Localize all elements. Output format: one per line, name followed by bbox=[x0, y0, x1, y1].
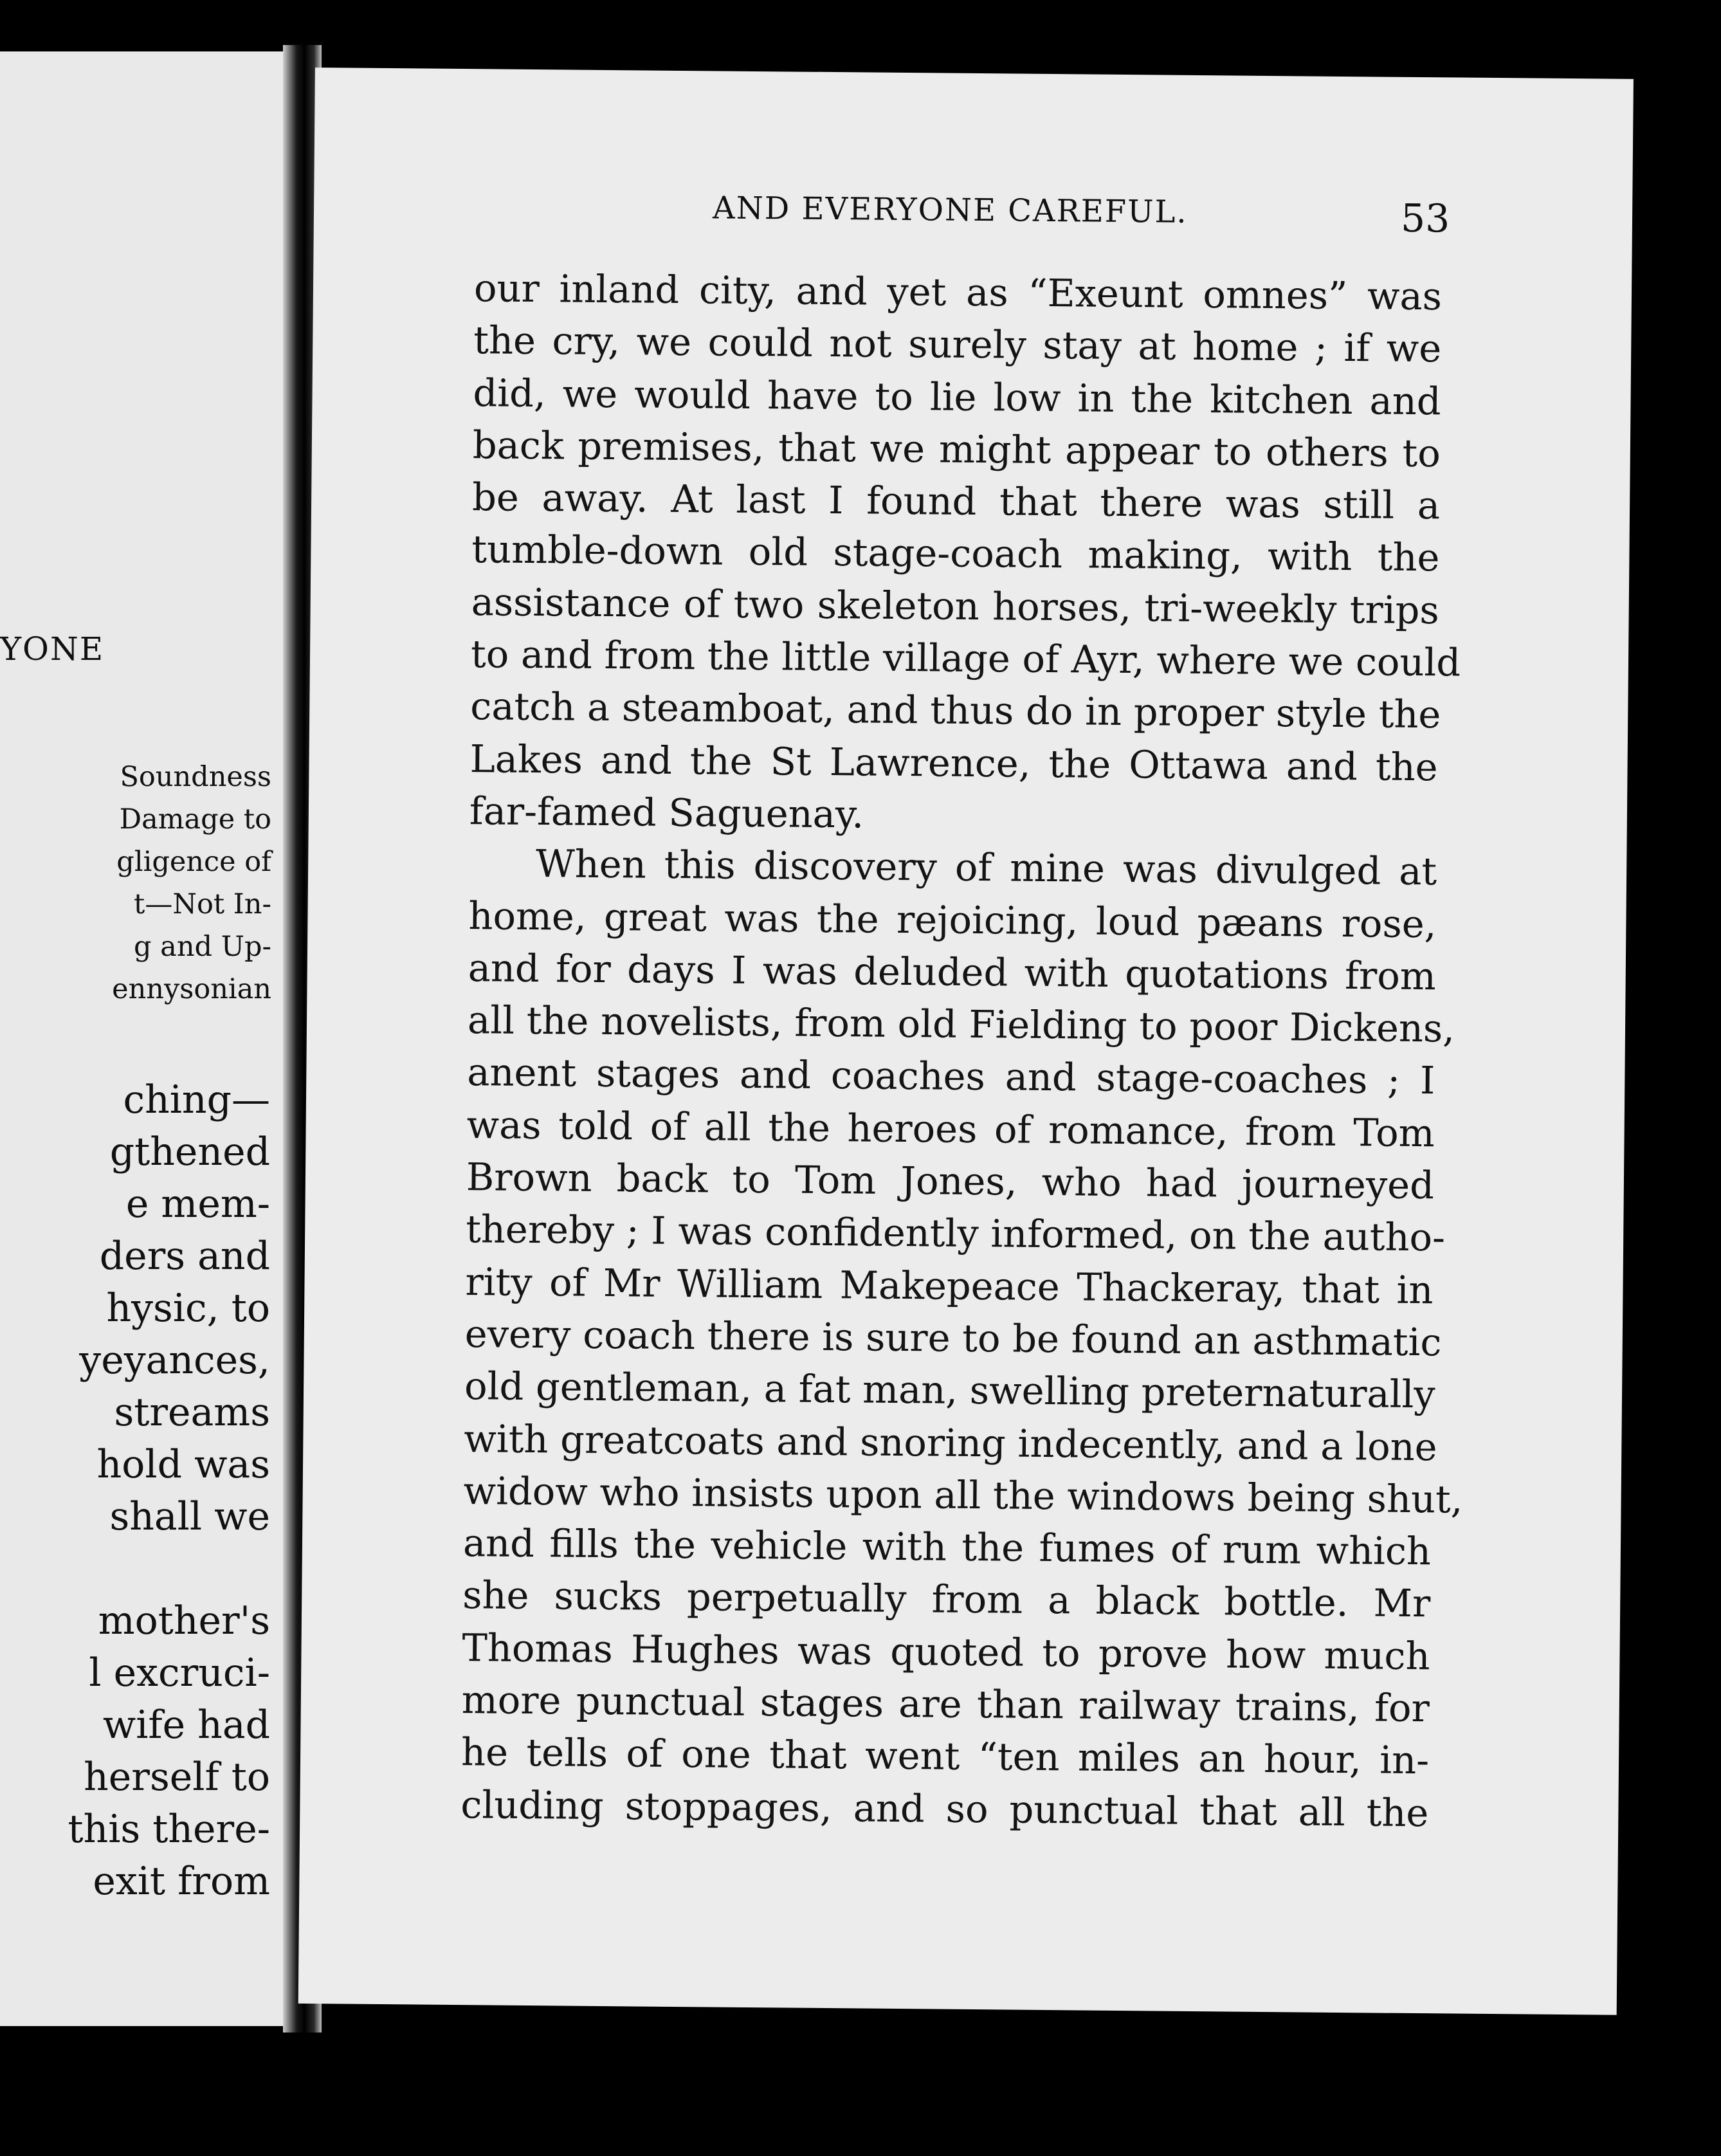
left-text-line: hysic, to bbox=[106, 1286, 270, 1331]
text-line: When this discovery of mine was divulged at bbox=[535, 841, 1437, 894]
text-line: tumble-down old stage-coach making, with the bbox=[471, 527, 1440, 580]
text-line: and for days I was deluded with quotations from bbox=[468, 945, 1437, 999]
body-text bbox=[460, 262, 1463, 1839]
summary-line: gligence of bbox=[116, 846, 271, 878]
text-line: cluding stoppages, and so punctual that all the bbox=[460, 1782, 1429, 1835]
summary-line: t—Not In- bbox=[134, 888, 271, 920]
page-number: 53 bbox=[1400, 196, 1450, 242]
left-text-line: this there- bbox=[68, 1807, 270, 1852]
text-line: he tells of one that went “ten miles an hour, in- bbox=[460, 1730, 1430, 1783]
text-line: more punctual stages are than railway trains, for bbox=[461, 1677, 1430, 1731]
paragraph-gap bbox=[68, 1543, 270, 1595]
text-line: old gentleman, a fat man, swelling preternaturally bbox=[464, 1364, 1436, 1417]
left-text-line: gthened bbox=[109, 1129, 270, 1174]
running-head: AND EVERYONE CAREFUL. bbox=[712, 190, 1188, 230]
text-line: rity of Mr William Makepeace Thackeray, that in bbox=[465, 1259, 1434, 1312]
text-line: Lakes and the St Lawrence, the Ottawa and the bbox=[469, 736, 1438, 789]
text-line: she sucks perpetually from a black bottle. Mr bbox=[462, 1573, 1431, 1626]
left-facing-page bbox=[0, 51, 283, 2026]
text-line: catch a steamboat, and thus do in proper style the bbox=[470, 684, 1441, 737]
left-chapter-heading: YONE bbox=[0, 630, 105, 668]
left-text-line: shall we bbox=[109, 1494, 270, 1539]
summary-line: g and Up- bbox=[133, 931, 271, 963]
left-text-line: ching— bbox=[123, 1077, 270, 1122]
text-line: Thomas Hughes was quoted to prove how much bbox=[462, 1625, 1430, 1678]
text-line: thereby ; I was confidently informed, on the autho- bbox=[465, 1207, 1446, 1260]
text-line: with greatcoats and snoring indecently, and a lone bbox=[464, 1416, 1437, 1469]
left-text-line: yeyances, bbox=[79, 1338, 270, 1383]
left-text-line: l excruci- bbox=[89, 1650, 270, 1695]
left-body-text bbox=[68, 1074, 270, 1908]
text-line: widow who insists upon all the windows being shut, bbox=[463, 1468, 1463, 1522]
left-text-line: mother's bbox=[98, 1598, 270, 1643]
text-line: every coach there is sure to be found an asthmatic bbox=[464, 1311, 1442, 1365]
left-text-line: streams bbox=[114, 1390, 270, 1435]
left-text-line: e mem- bbox=[125, 1182, 270, 1227]
text-line: Brown back to Tom Jones, who had journeyed bbox=[466, 1155, 1435, 1208]
summary-line: Damage to bbox=[119, 803, 271, 836]
left-text-line: wife had bbox=[102, 1703, 270, 1748]
text-line: back premises, that we might appear to others to bbox=[472, 423, 1441, 476]
summary-line: ennysonian bbox=[112, 973, 271, 1005]
text-line: all the novelists, from old Fielding to poor Dickens, bbox=[467, 998, 1455, 1051]
right-page bbox=[298, 68, 1634, 2015]
left-text-line: ders and bbox=[99, 1234, 270, 1279]
text-line: and fills the vehicle with the fumes of rum which bbox=[462, 1521, 1432, 1574]
text-line: our inland city, and yet as “Exeunt omnes” was bbox=[473, 266, 1443, 319]
text-line: to and from the little village of Ayr, where we could bbox=[470, 632, 1461, 685]
text-line: be away. At last I found that there was still a bbox=[471, 475, 1441, 528]
text-line: anent stages and coaches and stage-coaches ; I bbox=[467, 1050, 1435, 1103]
left-chapter-summary bbox=[112, 756, 271, 1010]
left-text-line: herself to bbox=[84, 1755, 270, 1800]
left-text-line: exit from bbox=[93, 1859, 270, 1904]
text-line: was told of all the heroes of romance, from Tom bbox=[466, 1102, 1435, 1156]
text-line: far-famed Saguenay. bbox=[469, 789, 864, 837]
text-line: the cry, we could not surely stay at home ; if we bbox=[473, 318, 1442, 371]
summary-line: Soundness bbox=[120, 761, 271, 793]
text-line: did, we would have to lie low in the kitchen and bbox=[473, 370, 1441, 423]
text-line: home, great was the rejoicing, loud pæans rose, bbox=[468, 893, 1437, 946]
left-text-line: hold was bbox=[96, 1442, 270, 1487]
text-line: assistance of two skeleton horses, tri-weekly trips bbox=[471, 579, 1440, 633]
